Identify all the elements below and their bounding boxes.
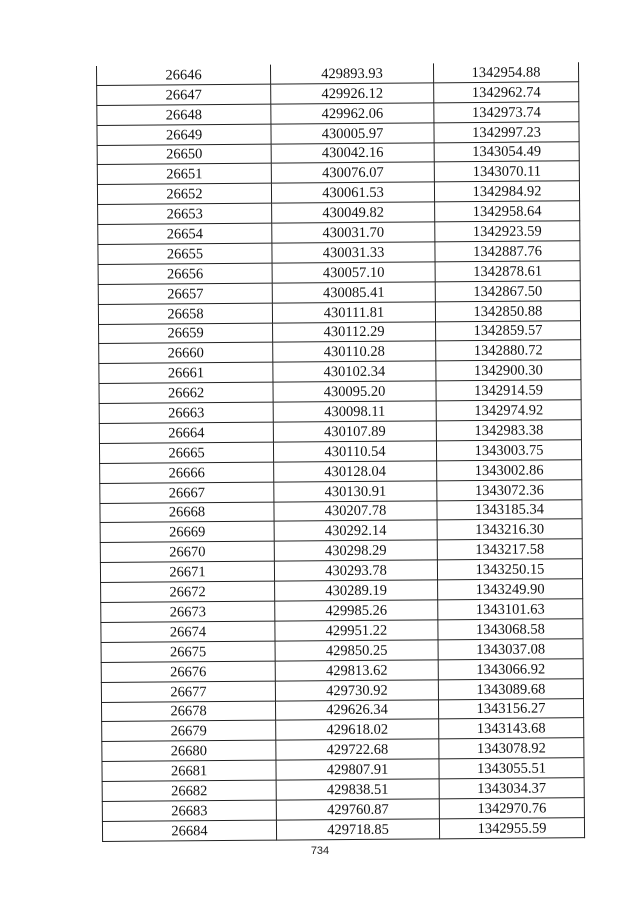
point-id-cell: 26651 — [97, 164, 271, 185]
x-coordinate-cell: 430289.19 — [275, 580, 438, 601]
x-coordinate-cell: 430049.82 — [272, 202, 435, 223]
point-id-cell: 26650 — [97, 144, 271, 165]
x-coordinate-cell: 429893.93 — [270, 63, 433, 84]
x-coordinate-cell: 430110.28 — [273, 341, 436, 362]
point-id-cell: 26669 — [100, 522, 274, 543]
y-coordinate-cell: 1343054.49 — [434, 141, 579, 162]
page-number: 734 — [310, 845, 330, 857]
y-coordinate-cell: 1342958.64 — [435, 201, 580, 222]
x-coordinate-cell: 430292.14 — [274, 520, 437, 541]
y-coordinate-cell: 1343078.92 — [439, 738, 584, 759]
point-id-cell: 26679 — [102, 720, 276, 741]
x-coordinate-cell: 429807.91 — [276, 759, 439, 780]
y-coordinate-cell: 1343216.30 — [437, 519, 582, 540]
point-id-cell: 26677 — [101, 681, 275, 702]
y-coordinate-cell: 1343070.11 — [434, 161, 579, 182]
point-id-cell: 26655 — [98, 243, 272, 264]
y-coordinate-cell: 1343089.68 — [438, 678, 583, 699]
point-id-cell: 26681 — [102, 760, 276, 781]
point-id-cell: 26646 — [96, 65, 270, 86]
x-coordinate-cell: 430298.29 — [274, 540, 437, 561]
point-id-cell: 26649 — [97, 124, 271, 145]
x-coordinate-cell: 430042.16 — [271, 142, 434, 163]
x-coordinate-cell: 430293.78 — [274, 560, 437, 581]
x-coordinate-cell: 429626.34 — [275, 699, 438, 720]
y-coordinate-cell: 1343055.51 — [439, 758, 584, 779]
y-coordinate-cell: 1343185.34 — [437, 499, 582, 520]
point-id-cell: 26678 — [101, 701, 275, 722]
y-coordinate-cell: 1342867.50 — [435, 281, 580, 302]
y-coordinate-cell: 1343143.68 — [439, 718, 584, 739]
point-id-cell: 26654 — [98, 223, 272, 244]
x-coordinate-cell: 429985.26 — [275, 600, 438, 621]
point-id-cell: 26659 — [99, 323, 273, 344]
x-coordinate-cell: 429813.62 — [275, 660, 438, 681]
y-coordinate-cell: 1342974.92 — [436, 400, 581, 421]
y-coordinate-cell: 1343249.90 — [438, 579, 583, 600]
y-coordinate-cell: 1343034.37 — [439, 778, 584, 799]
coordinate-table — [96, 62, 585, 842]
x-coordinate-cell: 430207.78 — [274, 500, 437, 521]
x-coordinate-cell: 429850.25 — [275, 640, 438, 661]
y-coordinate-cell: 1343217.58 — [437, 539, 582, 560]
x-coordinate-cell: 430112.29 — [273, 321, 436, 342]
x-coordinate-cell: 430085.41 — [272, 282, 435, 303]
y-coordinate-cell: 1342955.59 — [439, 818, 584, 839]
y-coordinate-cell: 1342880.72 — [436, 340, 581, 361]
x-coordinate-cell: 430128.04 — [274, 461, 437, 482]
point-id-cell: 26683 — [102, 800, 276, 821]
x-coordinate-cell: 430057.10 — [272, 262, 435, 283]
x-coordinate-cell: 430107.89 — [273, 421, 436, 442]
y-coordinate-cell: 1342962.74 — [434, 82, 579, 103]
point-id-cell: 26680 — [102, 740, 276, 761]
y-coordinate-cell: 1342970.76 — [439, 798, 584, 819]
point-id-cell: 26670 — [100, 541, 274, 562]
point-id-cell: 26672 — [101, 581, 275, 602]
y-coordinate-cell: 1343002.86 — [437, 460, 582, 481]
point-id-cell: 26652 — [97, 183, 271, 204]
point-id-cell: 26656 — [98, 263, 272, 284]
table-row — [102, 818, 584, 842]
x-coordinate-cell: 429618.02 — [276, 719, 439, 740]
y-coordinate-cell: 1343003.75 — [436, 440, 581, 461]
x-coordinate-cell: 430102.34 — [273, 361, 436, 382]
point-id-cell: 26674 — [101, 621, 275, 642]
x-coordinate-cell: 429926.12 — [271, 83, 434, 104]
x-coordinate-cell: 429760.87 — [276, 799, 439, 820]
point-id-cell: 26658 — [98, 303, 272, 324]
y-coordinate-cell: 1343037.08 — [438, 639, 583, 660]
y-coordinate-cell: 1343068.58 — [438, 619, 583, 640]
y-coordinate-cell: 1343156.27 — [438, 698, 583, 719]
y-coordinate-cell: 1342984.92 — [434, 181, 579, 202]
point-id-cell: 26684 — [102, 820, 276, 841]
x-coordinate-cell: 430095.20 — [273, 381, 436, 402]
y-coordinate-cell: 1342973.74 — [434, 101, 579, 122]
point-id-cell: 26657 — [98, 283, 272, 304]
x-coordinate-cell: 430098.11 — [273, 401, 436, 422]
x-coordinate-cell: 430111.81 — [272, 302, 435, 323]
point-id-cell: 26660 — [99, 343, 273, 364]
table-body — [96, 62, 584, 841]
x-coordinate-cell: 430061.53 — [271, 182, 434, 203]
y-coordinate-cell: 1343072.36 — [437, 479, 582, 500]
point-id-cell: 26664 — [99, 422, 273, 443]
x-coordinate-cell: 430130.91 — [274, 481, 437, 502]
point-id-cell: 26661 — [99, 362, 273, 383]
point-id-cell: 26668 — [100, 502, 274, 523]
y-coordinate-cell: 1342997.23 — [434, 121, 579, 142]
point-id-cell: 26653 — [98, 203, 272, 224]
x-coordinate-cell: 429838.51 — [276, 779, 439, 800]
point-id-cell: 26665 — [99, 442, 273, 463]
y-coordinate-cell: 1342983.38 — [436, 420, 581, 441]
x-coordinate-cell: 429722.68 — [276, 739, 439, 760]
x-coordinate-cell: 430076.07 — [271, 162, 434, 183]
y-coordinate-cell: 1342954.88 — [433, 62, 578, 83]
y-coordinate-cell: 1342887.76 — [435, 241, 580, 262]
y-coordinate-cell: 1342900.30 — [436, 360, 581, 381]
x-coordinate-cell: 429951.22 — [275, 620, 438, 641]
point-id-cell: 26682 — [102, 780, 276, 801]
x-coordinate-cell: 430031.33 — [272, 242, 435, 263]
y-coordinate-cell: 1343250.15 — [437, 559, 582, 580]
point-id-cell: 26676 — [101, 661, 275, 682]
point-id-cell: 26648 — [97, 104, 271, 125]
y-coordinate-cell: 1343066.92 — [438, 658, 583, 679]
x-coordinate-cell: 430110.54 — [273, 441, 436, 462]
x-coordinate-cell: 430031.70 — [272, 222, 435, 243]
y-coordinate-cell: 1343101.63 — [438, 599, 583, 620]
point-id-cell: 26671 — [100, 561, 274, 582]
point-id-cell: 26647 — [97, 84, 271, 105]
point-id-cell: 26673 — [101, 601, 275, 622]
x-coordinate-cell: 429718.85 — [276, 819, 439, 840]
x-coordinate-cell: 429730.92 — [275, 679, 438, 700]
x-coordinate-cell: 430005.97 — [271, 123, 434, 144]
x-coordinate-cell: 429962.06 — [271, 103, 434, 124]
point-id-cell: 26662 — [99, 382, 273, 403]
point-id-cell: 26667 — [100, 482, 274, 503]
y-coordinate-cell: 1342850.88 — [435, 300, 580, 321]
point-id-cell: 26675 — [101, 641, 275, 662]
y-coordinate-cell: 1342878.61 — [435, 261, 580, 282]
y-coordinate-cell: 1342923.59 — [435, 221, 580, 242]
y-coordinate-cell: 1342914.59 — [436, 380, 581, 401]
point-id-cell: 26663 — [99, 402, 273, 423]
y-coordinate-cell: 1342859.57 — [436, 320, 581, 341]
point-id-cell: 26666 — [100, 462, 274, 483]
